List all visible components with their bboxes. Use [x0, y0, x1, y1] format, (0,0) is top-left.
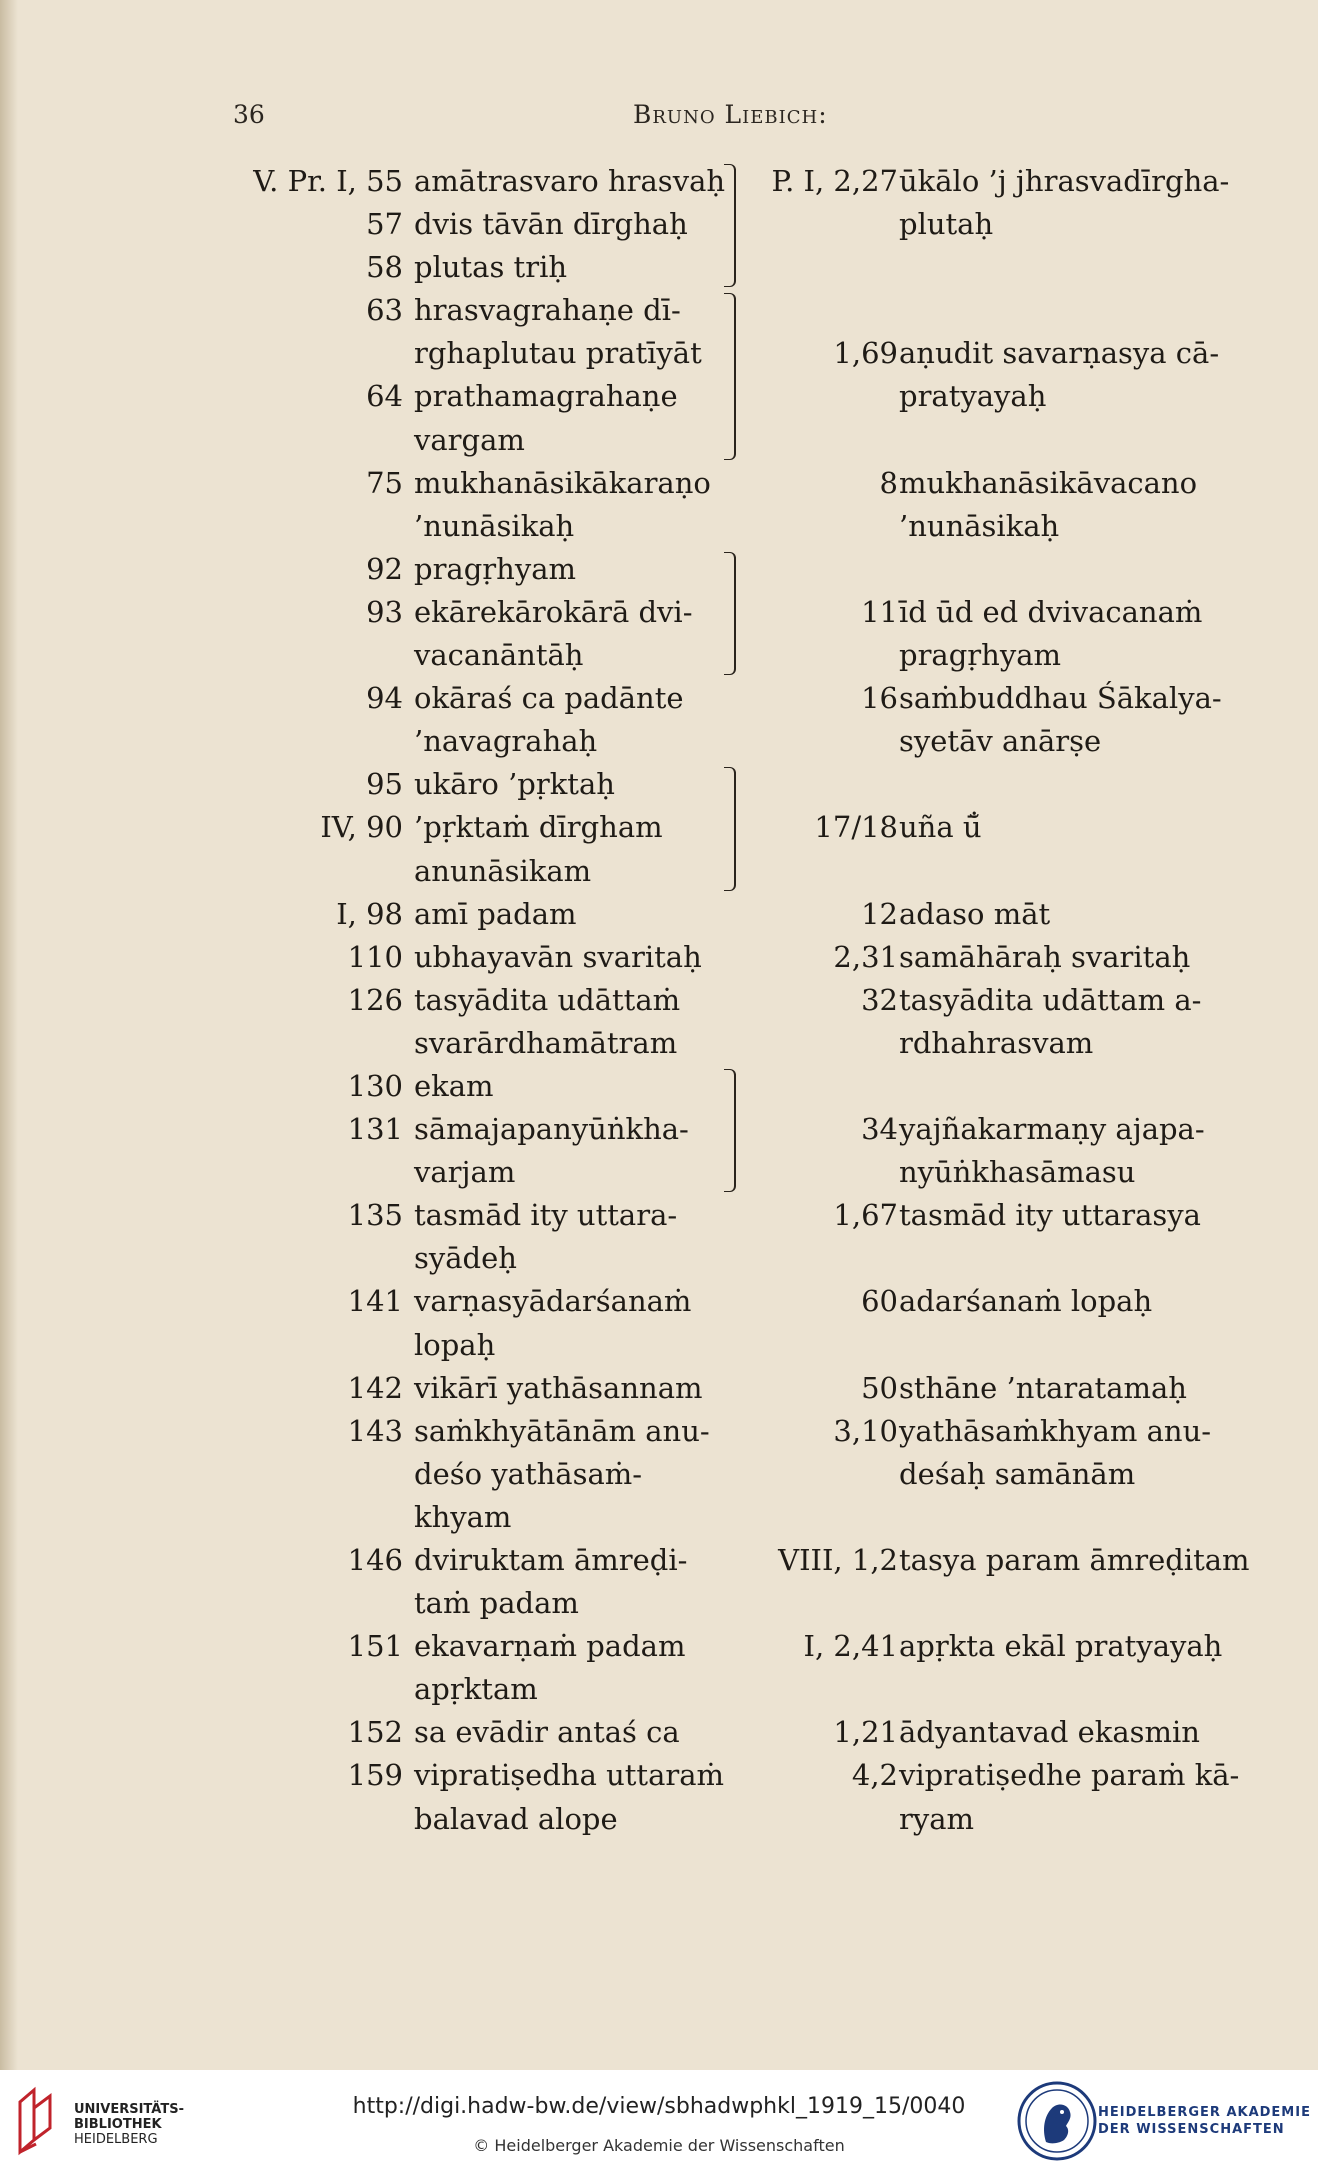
- right-sutra-text: ’nunāsikaḥ: [899, 508, 1060, 543]
- right-ref-number: 12: [861, 896, 898, 931]
- table-row: [0, 1108, 1318, 1151]
- table-row: [0, 505, 1318, 548]
- right-ref-number: 17/18: [814, 810, 898, 845]
- right-ref-number: VIII, 1,2: [778, 1543, 898, 1577]
- table-row: [0, 634, 1318, 677]
- table-row: [0, 1711, 1318, 1754]
- left-sutra-text: hrasvagrahaṇe dī-: [414, 293, 681, 328]
- right-ref-number: 60: [861, 1284, 898, 1319]
- left-sutra-text: amī padam: [414, 896, 577, 931]
- right-sutra-text: pratyayaḥ: [899, 379, 1047, 414]
- right-sutra-text: saṁbuddhau Śākalya-: [899, 681, 1222, 716]
- right-ref-number: 2,31: [833, 939, 898, 974]
- right-ref-number: 34: [861, 1112, 898, 1147]
- right-ref-number: P. I, 2,27: [771, 164, 898, 198]
- right-sutra-text: uña ū̐: [899, 810, 982, 845]
- left-sutra-text: sāmajapanyūṅkha-: [414, 1112, 689, 1147]
- table-row: [0, 160, 1318, 203]
- table-row: [0, 1754, 1318, 1797]
- table-row: [0, 979, 1318, 1022]
- right-ref-number: 8: [879, 465, 898, 500]
- table-row: [0, 720, 1318, 763]
- table-row: [0, 548, 1318, 591]
- left-sutra-text: amātrasvaro hrasvaḥ: [414, 164, 726, 198]
- right-sutra-text: tasya param āmreḍitam: [899, 1543, 1250, 1577]
- left-ref-number: 63: [366, 293, 403, 328]
- right-sutra-text: vipratiṣedhe paraṁ kā-: [899, 1758, 1240, 1793]
- left-sutra-text: ’navagrahaḥ: [414, 724, 598, 759]
- table-row: [0, 1410, 1318, 1453]
- page-number: 36: [233, 100, 265, 129]
- table-row: [0, 462, 1318, 505]
- table-row: [0, 1539, 1318, 1582]
- table-row: [0, 591, 1318, 634]
- table-row: [0, 1496, 1318, 1539]
- table-row: [0, 375, 1318, 418]
- table-row: [0, 850, 1318, 893]
- permalink-url[interactable]: http://digi.hadw-bw.de/view/sbhadwphkl_1919_15/0040: [352, 2094, 966, 2119]
- right-sutra-text: syetāv anārṣe: [899, 724, 1102, 759]
- right-ref-number: 50: [861, 1370, 898, 1405]
- left-sutra-text: svarārdhamātram: [414, 1025, 678, 1060]
- left-sutra-text: lopaḥ: [414, 1327, 496, 1362]
- concordance-table: [0, 160, 1318, 1841]
- table-row: [0, 1065, 1318, 1108]
- left-sutra-text: mukhanāsikākaraṇo: [414, 465, 711, 500]
- left-ref-number: 152: [347, 1715, 403, 1750]
- left-sutra-text: varjam: [414, 1155, 516, 1190]
- right-sutra-text: sthāne ’ntaratamaḥ: [899, 1370, 1187, 1405]
- right-sutra-text: plutaḥ: [899, 207, 994, 242]
- right-sutra-text: deśaḥ samānām: [899, 1456, 1136, 1491]
- left-ref-number: 126: [347, 982, 403, 1017]
- academy-seal-icon: [1016, 2080, 1098, 2162]
- right-sutra-text: tasyādita udāttam a-: [899, 982, 1202, 1017]
- running-head: Bruno Liebich:: [633, 100, 828, 129]
- right-ref-number: I, 2,41: [803, 1629, 898, 1664]
- left-sutra-text: balavad alope: [414, 1801, 618, 1836]
- table-row: [0, 1194, 1318, 1237]
- left-ref-number: 143: [347, 1413, 403, 1448]
- left-sutra-text: vargam: [414, 422, 525, 457]
- academy-name: [1098, 2104, 1311, 2138]
- left-ref-number: 142: [347, 1370, 403, 1405]
- table-row: [0, 1453, 1318, 1496]
- table-row: [0, 1625, 1318, 1668]
- left-ref-number: I, 98: [336, 896, 403, 931]
- right-sutra-text: rdhahrasvam: [899, 1025, 1094, 1060]
- left-sutra-text: deśo yathāsaṁ-: [414, 1456, 643, 1491]
- grouping-brace: [724, 552, 736, 675]
- left-sutra-text: apṛktam: [414, 1672, 538, 1707]
- left-ref-number: 93: [366, 594, 403, 629]
- right-ref-number: 4,2: [851, 1758, 898, 1793]
- left-sutra-text: okāraś ca padānte: [414, 681, 684, 716]
- right-sutra-text: ūkālo ’j jhrasvadīrgha-: [899, 164, 1230, 198]
- grouping-brace: [724, 1069, 736, 1192]
- left-sutra-text: ubhayavān svaritaḥ: [414, 939, 702, 974]
- left-sutra-text: anunāsikam: [414, 853, 592, 888]
- right-sutra-text: aṇudit savarṇasya cā-: [899, 336, 1220, 371]
- left-ref-number: V. Pr. I, 55: [253, 164, 403, 198]
- left-sutra-text: ekam: [414, 1068, 494, 1103]
- right-sutra-text: tasmād ity uttarasya: [899, 1198, 1201, 1233]
- left-sutra-text: dvis tāvān dīrghaḥ: [414, 207, 688, 242]
- left-sutra-text: vipratiṣedha uttaraṁ: [414, 1758, 725, 1793]
- right-sutra-text: yajñakarmaṇy ajapa-: [899, 1112, 1205, 1147]
- left-ref-number: IV, 90: [320, 810, 403, 845]
- right-ref-number: 1,21: [833, 1715, 898, 1750]
- table-row: [0, 1668, 1318, 1711]
- library-name-line: HEIDELBERG: [74, 2132, 158, 2147]
- right-sutra-text: ādyantavad ekasmin: [899, 1715, 1200, 1750]
- academy-name-line: HEIDELBERGER AKADEMIE: [1098, 2105, 1311, 2120]
- right-ref-number: 11: [861, 594, 898, 629]
- right-sutra-text: adaso māt: [899, 896, 1051, 931]
- left-ref-number: 95: [366, 767, 403, 802]
- right-sutra-text: pragṛhyam: [899, 638, 1061, 673]
- left-sutra-text: taṁ padam: [414, 1586, 579, 1621]
- left-sutra-text: ekavarṇaṁ padam: [414, 1629, 686, 1664]
- table-row: [0, 893, 1318, 936]
- left-ref-number: 57: [366, 207, 403, 242]
- table-row: [0, 1324, 1318, 1367]
- grouping-brace: [724, 293, 736, 459]
- right-sutra-text: apṛkta ekāl pratyayaḥ: [899, 1629, 1223, 1664]
- left-ref-number: 159: [347, 1758, 403, 1793]
- table-row: [0, 677, 1318, 720]
- left-sutra-text: vacanāntāḥ: [414, 638, 584, 673]
- library-name-line: UNIVERSITÄTS-: [74, 2102, 184, 2117]
- grouping-brace: [724, 164, 736, 287]
- left-sutra-text: saṁkhyātānām anu-: [414, 1413, 710, 1448]
- table-row: [0, 1582, 1318, 1625]
- left-sutra-text: khyam: [414, 1499, 512, 1534]
- table-row: [0, 1022, 1318, 1065]
- left-sutra-text: ekārekārokārā dvi-: [414, 594, 693, 629]
- digitization-footer: [0, 2070, 1318, 2170]
- right-sutra-text: yathāsaṁkhyam anu-: [899, 1413, 1212, 1448]
- table-row: [0, 1280, 1318, 1323]
- table-row: [0, 1367, 1318, 1410]
- left-sutra-text: vikārī yathāsannam: [414, 1370, 703, 1405]
- table-row: [0, 246, 1318, 289]
- right-sutra-text: mukhanāsikāvacano: [899, 465, 1198, 500]
- table-row: [0, 419, 1318, 462]
- left-sutra-text: plutas triḥ: [414, 250, 568, 285]
- left-sutra-text: sa evādir antaś ca: [414, 1715, 680, 1750]
- copyright-notice: © Heidelberger Akademie der Wissenschaften: [473, 2136, 845, 2155]
- left-ref-number: 58: [366, 250, 403, 285]
- right-ref-number: 1,69: [833, 336, 898, 371]
- table-row: [0, 1798, 1318, 1841]
- right-ref-number: 32: [861, 982, 898, 1017]
- left-ref-number: 146: [347, 1543, 403, 1577]
- right-ref-number: 16: [861, 681, 898, 716]
- left-sutra-text: tasmād ity uttara-: [414, 1198, 678, 1233]
- left-sutra-text: prathamagrahaṇe: [414, 379, 678, 414]
- table-row: [0, 1237, 1318, 1280]
- right-sutra-text: adarśanaṁ lopaḥ: [899, 1284, 1153, 1319]
- left-ref-number: 151: [347, 1629, 403, 1664]
- right-sutra-text: ryam: [899, 1801, 975, 1836]
- table-row: [0, 936, 1318, 979]
- left-ref-number: 110: [347, 939, 403, 974]
- table-row: [0, 203, 1318, 246]
- right-sutra-text: īd ūd ed dvivacanaṁ: [899, 594, 1203, 629]
- left-sutra-text: varṇasyādarśanaṁ: [414, 1284, 692, 1319]
- left-sutra-text: pragṛhyam: [414, 551, 576, 586]
- right-sutra-text: nyūṅkhasāmasu: [899, 1155, 1136, 1190]
- grouping-brace: [724, 767, 736, 890]
- left-sutra-text: rghaplutau pratīyāt: [414, 336, 702, 371]
- table-row: [0, 289, 1318, 332]
- table-row: [0, 806, 1318, 849]
- left-ref-number: 75: [366, 465, 403, 500]
- left-sutra-text: ’pṛktaṁ dīrgham: [414, 810, 663, 845]
- academy-name-line: DER WISSENSCHAFTEN: [1098, 2122, 1285, 2137]
- left-ref-number: 130: [347, 1068, 403, 1103]
- right-sutra-text: samāhāraḥ svaritaḥ: [899, 939, 1191, 974]
- left-ref-number: 141: [347, 1284, 403, 1319]
- left-sutra-text: syādeḥ: [414, 1241, 517, 1276]
- left-sutra-text: dviruktam āmreḍi-: [414, 1543, 688, 1577]
- right-ref-number: 3,10: [833, 1413, 898, 1448]
- right-ref-number: 1,67: [833, 1198, 898, 1233]
- left-sutra-text: ukāro ’pṛktaḥ: [414, 767, 615, 802]
- left-sutra-text: tasyādita udāttaṁ: [414, 982, 681, 1017]
- table-row: [0, 763, 1318, 806]
- left-ref-number: 64: [366, 379, 403, 414]
- table-row: [0, 332, 1318, 375]
- left-ref-number: 135: [347, 1198, 403, 1233]
- left-ref-number: 94: [366, 681, 403, 716]
- left-ref-number: 131: [347, 1112, 403, 1147]
- left-ref-number: 92: [366, 551, 403, 586]
- table-row: [0, 1151, 1318, 1194]
- left-sutra-text: ’nunāsikaḥ: [414, 508, 575, 543]
- library-name-line: BIBLIOTHEK: [74, 2117, 162, 2132]
